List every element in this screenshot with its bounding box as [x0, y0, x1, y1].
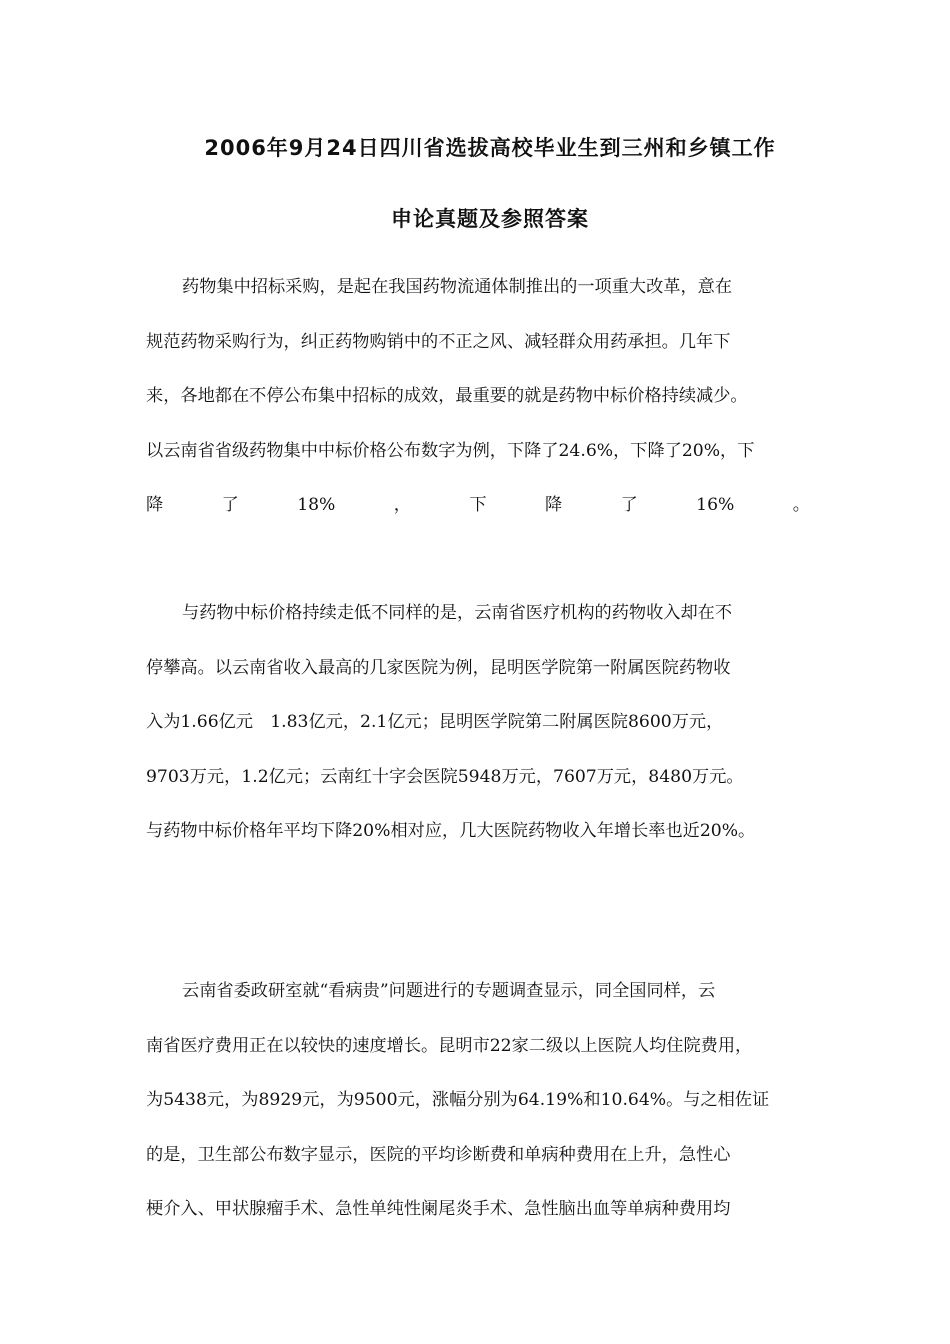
- text-line: 来，各地都在不停公布集中招标的成效，最重要的就是药物中标价格持续减少。: [146, 386, 748, 406]
- text-fragment: 下: [469, 495, 487, 515]
- text-line: 的是，卫生部公布数字显示，医院的平均诊断费和单病种费用在上升，急性心: [146, 1144, 731, 1165]
- text-line: 云南省委政研室就“看病贵”问题进行的专题调查显示，同全国同样，云: [182, 981, 716, 1001]
- text-fragment: 降: [544, 495, 563, 515]
- text-fragment: 。: [792, 495, 810, 515]
- text-fragment: 降: [146, 495, 164, 515]
- text-line: 停攀高。以云南省收入最高的几家医院为例，昆明医学院第一附属医院药物收: [146, 657, 731, 678]
- text-line-justified: [146, 490, 810, 545]
- text-fragment: 18%: [297, 495, 336, 515]
- text-line: 与药物中标价格年平均下降20%相对应，几大医院药物收入年增长率也近20%。: [146, 821, 756, 841]
- text-line: 南省医疗费用正在以较快的速度增长。昆明市22家二级以上医院人均住院费用，: [146, 1035, 753, 1056]
- text-fragment: 16%: [696, 495, 735, 515]
- text-line: 与药物中标价格持续走低不同样的是，云南省医疗机构的药物收入却在不: [182, 603, 733, 623]
- text-fragment: 了: [620, 495, 638, 515]
- paragraph-drug-procurement: [146, 272, 810, 545]
- document-subtitle: 申论真题及参照答案: [391, 207, 589, 231]
- text-line: 为5438元，为8929元，为9500元，涨幅分别为64.19%和10.64%。与之相佐证: [146, 1090, 770, 1110]
- document-title: 2006年9月24日四川省选拔高校毕业生到三州和乡镇工作: [204, 136, 776, 160]
- paragraph-hospital-income: [146, 598, 810, 871]
- text-fragment: ，: [393, 495, 411, 515]
- text-line: 9703万元，1.2亿元；云南红十字会医院5948万元，7607万元，8480万元。: [146, 766, 744, 787]
- paragraph-medical-costs: [146, 976, 810, 1249]
- text-line: 规范药物采购行为，纠正药物购销中的不正之风、减轻群众用药承担。几年下: [146, 331, 731, 352]
- text-fragment: 了: [221, 495, 239, 515]
- text-line: 梗介入、甲状腺瘤手术、急性单纯性阑尾炎手术、急性脑出血等单病种费用均: [146, 1199, 731, 1219]
- text-line: 入为1.66亿元 1.83亿元，2.1亿元；昆明医学院第二附属医院8600万元，: [146, 712, 724, 732]
- text-line: 药物集中招标采购，是起在我国药物流通体制推出的一项重大改革，意在: [182, 277, 733, 297]
- text-line: 以云南省省级药物集中中标价格公布数字为例，下降了24.6%，下降了20%，下: [146, 440, 755, 461]
